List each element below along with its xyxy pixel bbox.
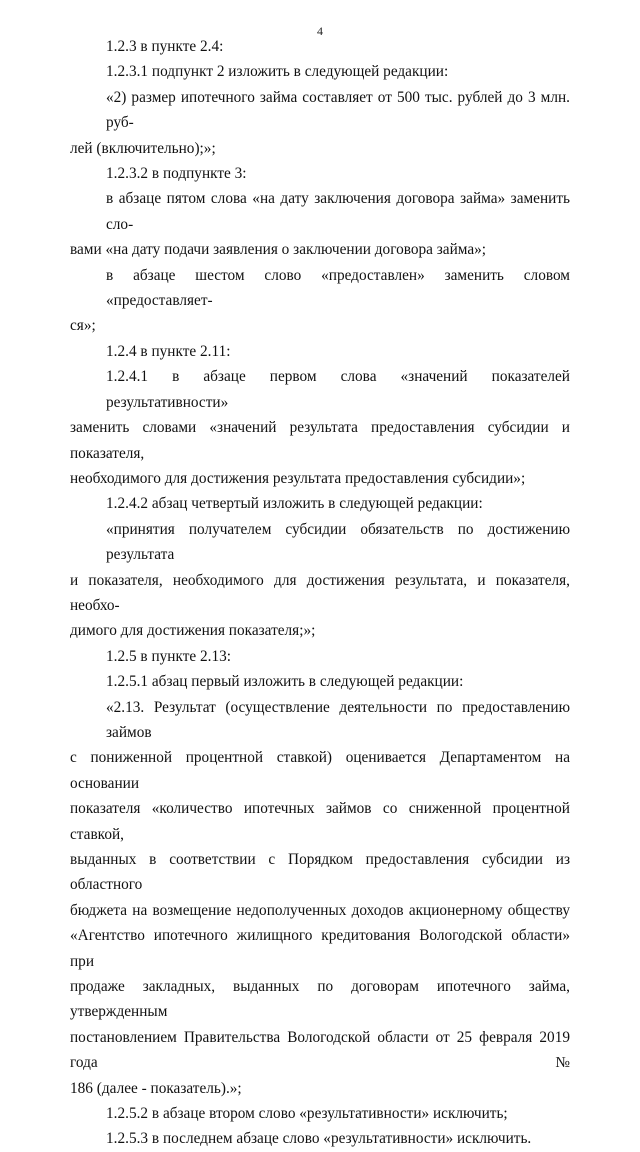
text-line: заменить словами «значений результата предоставления субсидии и показателя,: [70, 419, 570, 462]
paragraph: [70, 263, 570, 339]
text-line: продаже закладных, выданных по договорам ипотечного займа, утвержденным: [70, 978, 570, 1021]
text-line: лей (включительно);»;: [70, 139, 216, 157]
text-line: с пониженной процентной ставкой) оценивается Департаментом на основании: [70, 749, 570, 792]
text-line: «2) размер ипотечного займа составляет от 500 тыс. рублей до 3 млн. руб-: [106, 88, 570, 132]
paragraph: [70, 59, 570, 84]
text-line: 1.2.3.2 в подпункте 3:: [106, 165, 247, 183]
text-line: в абзаце шестом слово «предоставлен» заменить словом «предоставляет-: [106, 266, 570, 310]
paragraph: [70, 34, 570, 59]
text-line: «Агентство ипотечного жилищного кредитования Вологодской области» при: [70, 927, 570, 970]
page-number: 4: [317, 24, 323, 38]
paragraph: [70, 186, 570, 262]
text-line: в абзаце пятом слова «на дату заключения договора займа» заменить сло-: [106, 190, 570, 233]
paragraph: [70, 1101, 570, 1126]
paragraph: [70, 339, 570, 364]
paragraph: [70, 491, 570, 516]
text-line: и показателя, необходимого для достижения результата, и показателя, необхо-: [70, 571, 570, 614]
text-line: 1.2.4.1 в абзаце первом слова «значений показателей результативности»: [106, 368, 570, 411]
text-line: необходимого для достижения результата предоставления субсидии»;: [70, 469, 526, 487]
paragraph: [70, 669, 570, 694]
paragraph: [70, 85, 570, 161]
text-line: 1.2.4.2 абзац четвертый изложить в следующей редакции:: [106, 495, 483, 513]
text-line: димого для достижения показателя;»;: [70, 622, 316, 640]
paragraph: [70, 695, 570, 1102]
text-line: «принятия получателем субсидии обязательств по достижению результата: [106, 520, 570, 564]
paragraph: [70, 1126, 570, 1151]
text-line: бюджета на возмещение недополученных доходов акционерному обществу: [70, 901, 570, 919]
text-line: выданных в соответствии с Порядком предоставления субсидии из областного: [70, 851, 570, 894]
paragraph: [70, 644, 570, 669]
text-line: 1.2.3.1 подпункт 2 изложить в следующей редакции:: [106, 63, 449, 81]
text-line: 186 (далее - показатель).»;: [70, 1079, 242, 1097]
text-line: 1.2.5 в пункте 2.13:: [106, 647, 232, 665]
text-line: 1.2.5.3 в последнем абзаце слово «результативности» исключить.: [106, 1130, 532, 1148]
document-body: [70, 34, 570, 1152]
text-line: 1.2.4 в пункте 2.11:: [106, 342, 231, 360]
text-line: 1.2.5.1 абзац первый изложить в следующей редакции:: [106, 673, 464, 691]
text-line: вами «на дату подачи заявления о заключении договора займа»;: [70, 241, 487, 259]
paragraph: [70, 517, 570, 644]
text-line: 1.2.5.2 в абзаце втором слово «результативности» исключить;: [106, 1105, 508, 1123]
paragraph: [70, 161, 570, 186]
text-line: «2.13. Результат (осуществление деятельности по предоставлению займов: [106, 698, 570, 741]
text-line: ся»;: [70, 317, 96, 335]
paragraph: [70, 364, 570, 491]
text-line: 1.2.3 в пункте 2.4:: [106, 38, 224, 55]
text-line: показателя «количество ипотечных займов со сниженной процентной ставкой,: [70, 800, 570, 843]
text-line: постановлением Правительства Вологодской области от 25 февраля 2019 года №: [70, 1028, 570, 1072]
